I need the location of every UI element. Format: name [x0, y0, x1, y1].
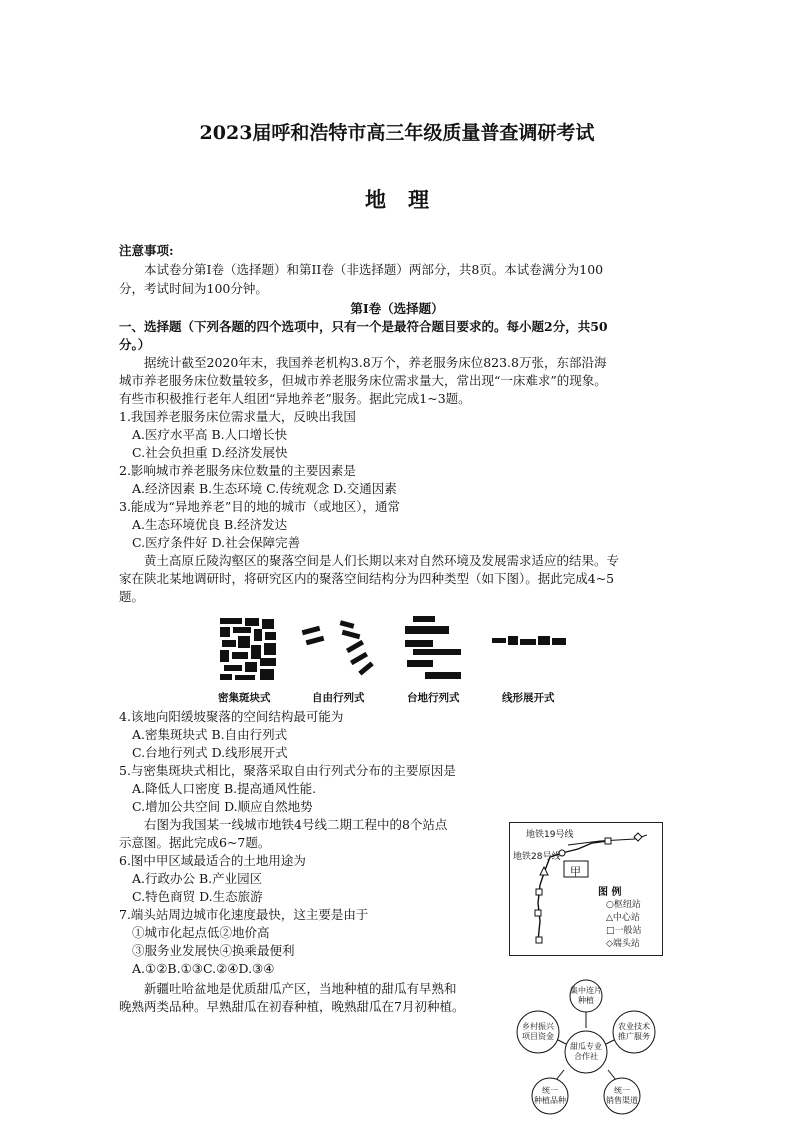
legend-center-station	[606, 910, 640, 923]
question-3-options-cd: C.医疗条件好 D.社会保障完善	[132, 535, 301, 550]
question-6-options-cd: C.特色商贸 D.生态旅游	[132, 889, 263, 904]
question-7-statements-12: ①城市化起点低②地价高	[132, 925, 270, 940]
page-title: 2023届呼和浩特市高三年级质量普查调研考试	[199, 122, 595, 144]
question-7-stem: 7.端头站周边城市化速度最快，这主要是由于	[119, 907, 369, 922]
question-4-options-cd: C.台地行列式 D.线形展开式	[132, 745, 288, 760]
legend-general-label: 一般站	[614, 926, 642, 936]
metro-map	[509, 822, 663, 956]
question-7-statements-34: ③服务业发展快④换乘最便利	[132, 943, 295, 958]
node-text: 乡村振兴	[522, 1022, 554, 1031]
question-4-stem: 4.该地向阳缓坡聚落的空间结构最可能为	[119, 709, 344, 724]
question-7-options: A.①②B.①③C.②④D.③④	[132, 961, 275, 976]
legend-center-symbol: △	[606, 913, 613, 923]
question-1-options-ab: A.医疗水平高 B.人口增长快	[132, 427, 288, 442]
node-concentrated-planting	[568, 986, 604, 1006]
node-agri-tech-service	[613, 1022, 655, 1042]
dense-patch-pattern	[220, 618, 276, 680]
node-text: 种植	[578, 996, 594, 1005]
part1-instruction-2: 分。）	[119, 337, 151, 352]
legend-hub-station	[606, 897, 641, 910]
legend-hub-label: 枢纽站	[613, 900, 641, 910]
passage-2-line3: 题。	[119, 589, 145, 604]
passage-3-line1: 右图为我国某一线城市地铁4号线二期工程中的8个站点	[144, 817, 448, 832]
node-text: 甜瓜专业	[570, 1042, 602, 1051]
node-text: 统一	[542, 1086, 558, 1095]
passage-1-line1: 据统计截至2020年末，我国养老机构3.8万个，养老服务床位823.8万张，东部沿海	[144, 355, 607, 370]
notice-heading: 注意事项:	[119, 243, 174, 258]
question-3-options-ab: A.生态环境优良 B.经济发达	[132, 517, 288, 532]
node-text: 合作社	[574, 1052, 598, 1061]
legend-terminal-station	[606, 936, 640, 949]
free-row-pattern	[300, 618, 380, 680]
label-free-row: 自由行列式	[312, 692, 365, 704]
legend-terminal-label: 端头站	[612, 939, 640, 949]
node-text: 统一	[614, 1086, 630, 1095]
legend-center-label: 中心站	[612, 913, 640, 923]
passage-1-line3: 有些市积极推行老年人组团“异地养老”服务。据此完成1~3题。	[119, 391, 471, 406]
question-2-stem: 2.影响城市养老服务床位数量的主要因素是	[119, 463, 356, 478]
map-legend-title: 图 例	[598, 887, 622, 898]
passage-3-line2: 示意图。据此完成6~7题。	[119, 835, 271, 850]
node-unified-varieties	[532, 1086, 568, 1106]
subject-title: 地理	[365, 187, 451, 212]
label-linear: 线形展开式	[502, 692, 555, 704]
question-4-options-ab: A.密集斑块式 B.自由行列式	[132, 727, 288, 742]
question-5-options-ab: A.降低人口密度 B.提高通风性能.	[132, 781, 317, 796]
question-1-options-cd: C.社会负担重 D.经济发展快	[132, 445, 288, 460]
question-1-stem: 1.我国养老服务床位需求量大，反映出我国	[119, 409, 356, 424]
part1-heading: 第I卷（选择题）	[350, 301, 444, 316]
label-dense-patch: 密集斑块式	[218, 692, 271, 704]
passage-1-line2: 城市养老服务床位数量较多，但城市养老服务床位需求量大，常出现“一床难求”的现象。	[119, 373, 607, 388]
node-rural-revitalization	[517, 1022, 559, 1042]
node-unified-sales	[604, 1086, 640, 1106]
notice-line1: 本试卷分第I卷（选择题）和第II卷（非选择题）两部分，共8页。本试卷满分为100	[144, 262, 604, 277]
part1-instruction-1: 一、选择题（下列各题的四个选项中，只有一个是最符合题目要求的。每小题2分，共50	[119, 319, 608, 334]
legend-hub-symbol: ○	[606, 900, 614, 910]
node-text: 推广服务	[618, 1032, 650, 1041]
notice-line2: 分，考试时间为100分钟。	[119, 281, 268, 296]
node-text: 销售渠道	[606, 1096, 638, 1105]
node-text: 种植品种	[534, 1096, 566, 1105]
legend-general-symbol: □	[606, 926, 615, 936]
linear-pattern	[492, 634, 572, 654]
passage-2-line2: 家在陕北某地调研时，将研究区内的聚落空间结构分为四种类型（如下图）。据此完成4~5	[119, 571, 615, 586]
question-6-stem: 6.图中甲区域最适合的土地用途为	[119, 853, 306, 868]
passage-4-line1: 新疆吐哈盆地是优质甜瓜产区，当地种植的甜瓜有早熟和	[144, 981, 457, 996]
node-text: 农业技术	[618, 1022, 650, 1031]
melon-cooperative-diagram	[508, 976, 664, 1116]
question-3-stem: 3.能成为“异地养老”目的地的城市（或地区），通常	[119, 499, 400, 514]
legend-terminal-symbol: ◇	[606, 939, 613, 949]
label-terrace-row: 台地行列式	[407, 692, 460, 704]
metro-line-19-label: 地铁19号线	[526, 830, 574, 840]
node-text: 集中连片	[570, 986, 602, 995]
metro-line-28-label: 地铁28号线	[513, 852, 561, 862]
question-5-options-cd: C.增加公共空间 D.顺应自然地势	[132, 799, 313, 814]
question-6-options-ab: A.行政办公 B.产业园区	[132, 871, 263, 886]
settlement-figure	[200, 612, 600, 707]
question-2-options: A.经济因素 B.生态环境 C.传统观念 D.交通因素	[132, 481, 397, 496]
area-jia-label: 甲	[570, 865, 581, 878]
legend-general-station	[606, 923, 642, 936]
node-melon-cooperative	[565, 1042, 607, 1062]
terrace-row-pattern	[405, 616, 465, 682]
node-text: 项目资金	[522, 1032, 554, 1041]
passage-4-line2: 晚熟两类品种。早熟甜瓜在初春种植，晚熟甜瓜在7月初种植。	[119, 999, 465, 1014]
passage-2-line1: 黄土高原丘陵沟壑区的聚落空间是人们长期以来对自然环境及发展需求适应的结果。专	[144, 553, 620, 568]
question-5-stem: 5.与密集斑块式相比，聚落采取自由行列式分布的主要原因是	[119, 763, 456, 778]
